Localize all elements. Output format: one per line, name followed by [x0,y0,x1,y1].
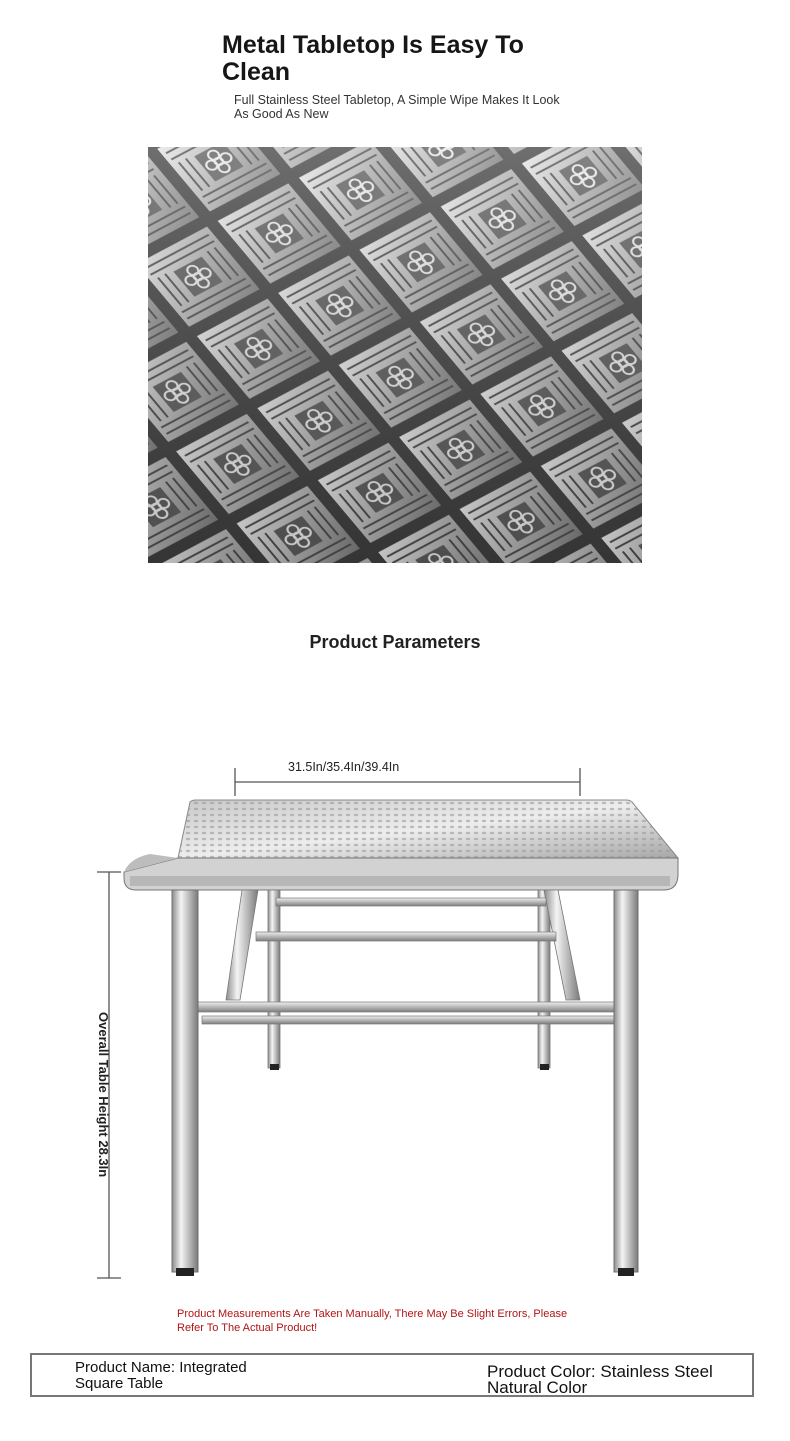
tabletop-photo [148,147,642,563]
width-label: 31.5In/35.4In/39.4In [288,760,400,774]
width-dimension-line [235,768,580,796]
product-name: Product Name: Integrated Square Table [75,1359,247,1392]
table-diagram [80,740,720,1300]
height-label: Overall Table Height 28.3In [96,1012,111,1178]
headline: Metal Tabletop Is Easy To Clean [222,31,524,86]
measurement-disclaimer: Product Measurements Are Taken Manually, There May Be Slight Errors, Please Refer To The Actual Product! [177,1308,568,1334]
subheadline: Full Stainless Steel Tabletop, A Simple Wipe Makes It Look As Good As New [234,93,560,121]
product-info-box [30,1353,754,1397]
section-title: Product Parameters [309,632,481,652]
product-color: Product Color: Stainless Steel Natural Color [487,1362,713,1397]
